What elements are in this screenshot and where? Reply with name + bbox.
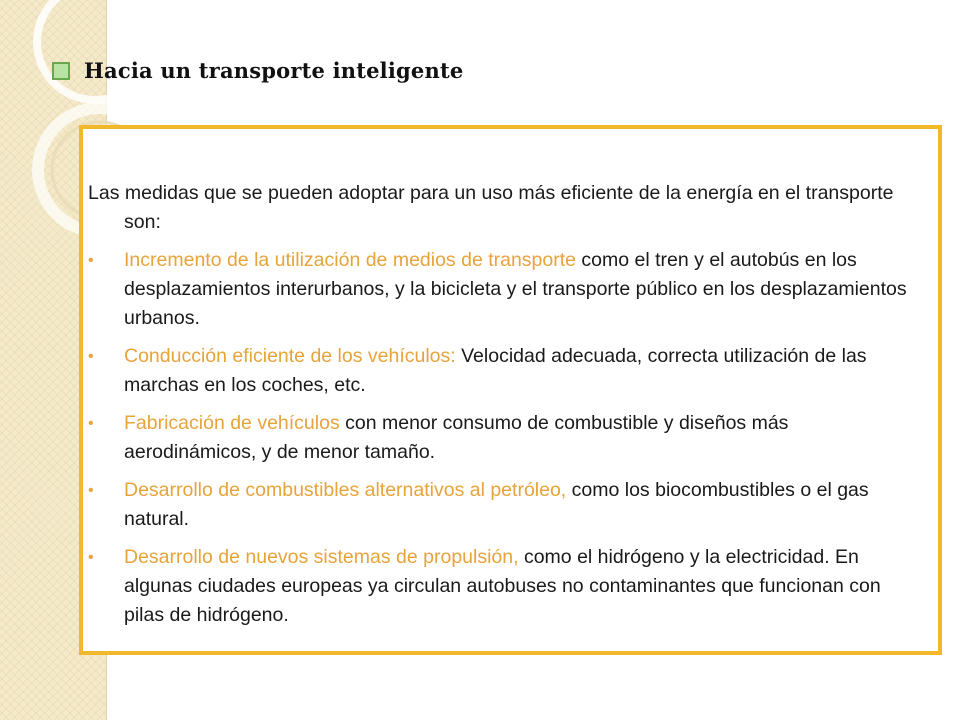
title-square-icon bbox=[52, 62, 70, 80]
bullet-highlight: Conducción eficiente de los vehículos: bbox=[124, 345, 456, 367]
bullet-text: como el tren y el autobús en los desplazamientos interurbanos, y la bicicleta y el transporte público en los desplazamientos urbanos. bbox=[124, 249, 907, 329]
bullet-text: Velocidad adecuada, correcta utilización de las marchas en los coches, etc. bbox=[124, 345, 867, 396]
bullet-list bbox=[88, 246, 918, 630]
bullet-icon: • bbox=[88, 415, 94, 432]
bullet-text: como el hidrógeno y la electricidad. En algunas ciudades europeas ya circulan autobuses no contaminantes que funcionan con pilas de hidrógeno. bbox=[124, 546, 881, 626]
title-row bbox=[52, 58, 463, 83]
bullet-text: con menor consumo de combustible y diseños más aerodinámicos, y de menor tamaño. bbox=[124, 412, 789, 463]
bullet-icon: • bbox=[88, 549, 94, 566]
bullet-icon: • bbox=[88, 252, 94, 269]
intro-text: Las medidas que se pueden adoptar para un uso más eficiente de la energía en el transporte son: bbox=[88, 182, 894, 233]
bullet-item bbox=[88, 476, 918, 534]
bullet-item bbox=[88, 342, 918, 400]
bullet-text: como los biocombustibles o el gas natural. bbox=[124, 479, 869, 530]
bullet-item bbox=[88, 543, 918, 630]
slide-title: Hacia un transporte inteligente bbox=[84, 58, 464, 83]
bullet-icon: • bbox=[88, 348, 94, 365]
bullet-highlight: Incremento de la utilización de medios de transporte bbox=[124, 249, 577, 271]
slide-body bbox=[88, 179, 918, 639]
bullet-highlight: Desarrollo de combustibles alternativos al petróleo, bbox=[124, 479, 567, 501]
bullet-highlight: Desarrollo de nuevos sistemas de propulsión, bbox=[124, 546, 519, 568]
bullet-highlight: Fabricación de vehículos bbox=[124, 412, 340, 434]
bullet-icon: • bbox=[88, 482, 94, 499]
bullet-item bbox=[88, 246, 918, 333]
bullet-item bbox=[88, 409, 918, 467]
